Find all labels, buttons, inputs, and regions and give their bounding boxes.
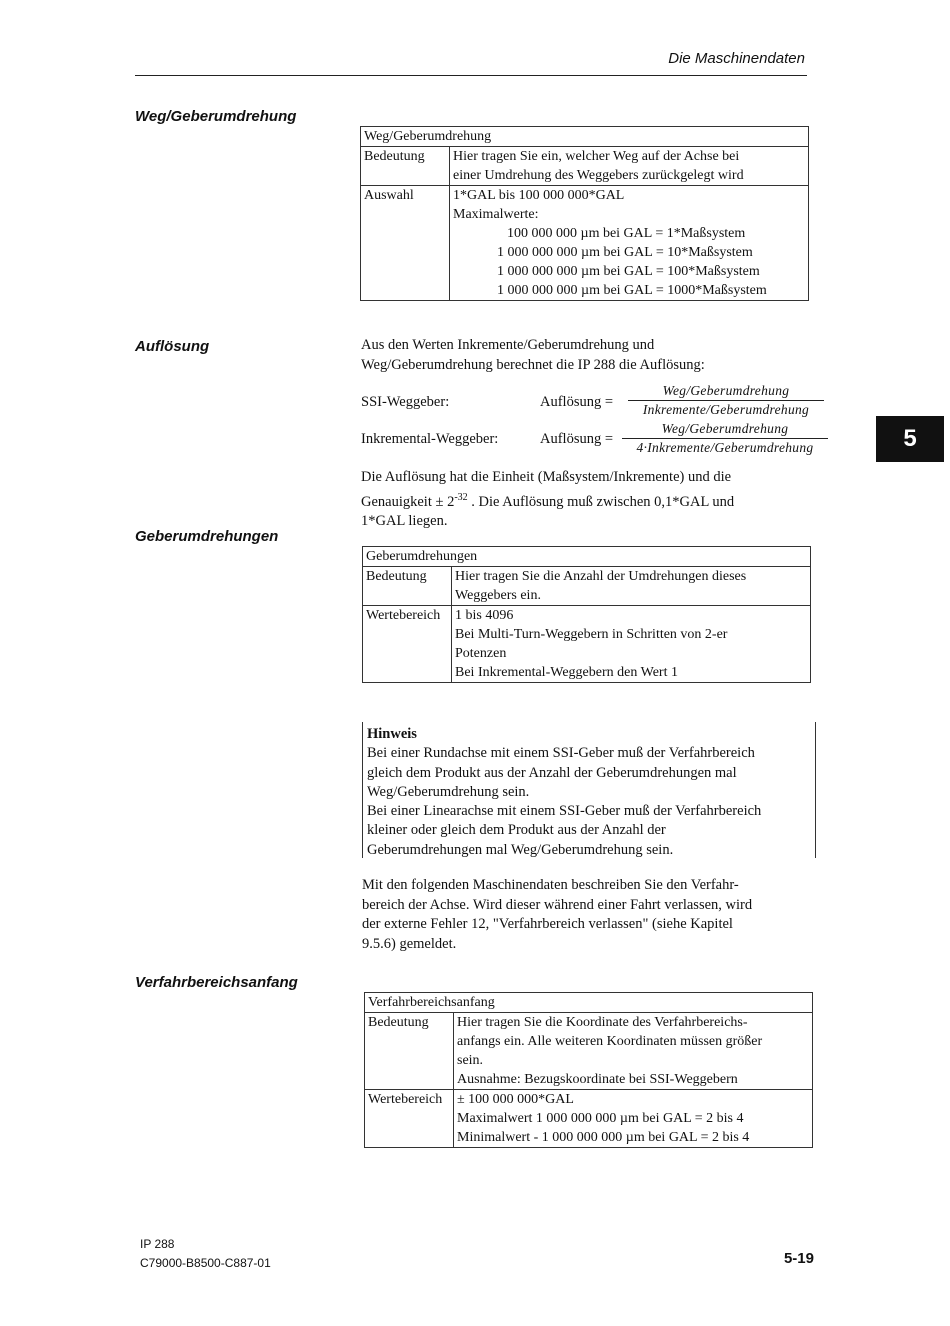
text-line: Mit den folgenden Maschinendaten beschreiben Sie den Verfahr- [362,877,739,893]
formula-label-inkremental: Inkremental-Weggeber: [361,431,499,447]
text-line: 9.5.6) gemeldet. [362,935,457,952]
row-value-wertebereich [452,606,811,683]
note-box [362,722,816,858]
text-line: Maximalwerte: [453,207,539,222]
formula-numerator: Weg/Geberumdrehung [628,383,824,401]
chapter-tab: 5 [876,416,944,462]
table-title: Weg/Geberumdrehung [361,127,809,147]
text-line: 1 000 000 000 µm bei GAL = 1000*Maßsystem [497,283,767,298]
text-line: Bei einer Rundachse mit einem SSI-Geber muß der Verfahrbereich [367,745,755,762]
text-line: 1 000 000 000 µm bei GAL = 100*Maßsystem [497,264,760,279]
side-heading-verfahrbereichsanfang: Verfahrbereichsanfang [135,974,298,991]
formula-fraction-ssi [628,383,824,418]
text-line: Bei Inkremental-Weggebern den Wert 1 [455,665,678,680]
text-line: einer Umdrehung des Weggebers zurückgelegt wird [453,168,744,183]
text-line: sein. [457,1053,484,1068]
text-line: 100 000 000 µm bei GAL = 1*Maßsystem [507,226,746,241]
page-header-title: Die Maschinendaten [668,50,805,67]
table-verfahrbereichsanfang [364,992,813,1148]
row-value-bedeutung [454,1013,813,1090]
text-line: Hier tragen Sie ein, welcher Weg auf der Achse bei [453,149,740,164]
side-heading-aufloesung: Auflösung [135,338,210,355]
table-title: Geberumdrehungen [363,547,811,567]
row-label-auswahl: Auswahl [361,186,450,301]
text-line: Die Auflösung hat die Einheit (Maßsystem/Inkremente) und die [361,469,732,485]
row-label-bedeutung: Bedeutung [361,147,450,186]
text-fragment: Genauigkeit ± 2 [361,493,455,510]
side-heading-weg: Weg/Geberumdrehung [135,108,297,125]
text-line: kleiner oder gleich dem Produkt aus der Anzahl der [367,822,666,839]
formula-fraction-inkremental [622,421,828,456]
text-line: ± 100 000 000*GAL [457,1092,574,1107]
text-line: Hier tragen Sie die Anzahl der Umdrehungen dieses [455,569,747,584]
text-line: Bei einer Linearachse mit einem SSI-Geber muß der Verfahrbereich [367,803,762,820]
row-label-bedeutung: Bedeutung [363,567,452,606]
text-line: gleich dem Produkt aus der Anzahl der Geberumdrehungen mal [367,764,737,781]
text-line [361,488,811,512]
text-line: Ausnahme: Bezugskoordinate bei SSI-Weggebern [457,1072,738,1087]
text-line: Weg/Geberumdrehung sein. [367,783,530,800]
text-line: 1*GAL liegen. [361,512,448,529]
text-line: Potenzen [455,646,507,661]
row-value-wertebereich [454,1090,813,1148]
formula-denominator: Inkremente/Geberumdrehung [642,402,810,417]
text-line: Weg/Geberumdrehung berechnet die IP 288 die Auflösung: [361,356,705,373]
table-geberumdrehungen [362,546,811,683]
formula-aufloesung-label: Auflösung = [540,394,614,410]
row-label-wertebereich: Wertebereich [363,606,452,683]
row-value-auswahl [450,186,809,301]
formula-label-ssi: SSI-Weggeber: [361,394,450,410]
verfahrbereich-intro [362,876,812,954]
text-line: Minimalwert - 1 000 000 000 µm bei GAL = 2 bis 4 [457,1130,750,1145]
text-line: anfangs ein. Alle weiteren Koordinaten müssen größer [457,1034,763,1049]
aufloesung-intro [361,336,811,375]
text-line: 1 000 000 000 µm bei GAL = 10*Maßsystem [497,245,753,260]
text-line: bereich der Achse. Wird dieser während einer Fahrt verlassen, wird [362,896,753,913]
text-line: Hier tragen Sie die Koordinate des Verfahrbereichs- [457,1015,748,1030]
text-line: der externe Fehler 12, "Verfahrbereich verlassen" (siehe Kapitel [362,916,733,932]
text-line: Aus den Werten Inkremente/Geberumdrehung und [361,337,655,353]
page-number: 5-19 [783,1250,814,1267]
row-label-wertebereich: Wertebereich [365,1090,454,1148]
footer-order-number: C79000-B8500-C887-01 [140,1256,271,1270]
row-label-bedeutung: Bedeutung [365,1013,454,1090]
formula-numerator: Weg/Geberumdrehung [622,421,828,439]
aufloesung-details [361,468,811,531]
footer-product: IP 288 [140,1237,175,1251]
row-value-bedeutung [452,567,811,606]
text-line: 1*GAL bis 100 000 000*GAL [453,188,625,203]
text-line: Geberumdrehungen mal Weg/Geberumdrehung sein. [367,841,674,858]
row-value-bedeutung [450,147,809,186]
text-line: Maximalwert 1 000 000 000 µm bei GAL = 2 bis 4 [457,1111,744,1126]
text-line: Bei Multi-Turn-Weggebern in Schritten von 2-er [455,627,728,642]
table-weg-geberumdrehung [360,126,809,301]
text-fragment: . Die Auflösung muß zwischen 0,1*GAL und [467,493,735,510]
note-title: Hinweis [367,726,417,742]
header-rule [135,75,807,76]
text-line: Weggebers ein. [455,588,541,603]
exponent: -32 [454,491,468,503]
table-title: Verfahrbereichsanfang [365,993,813,1013]
formula-denominator: 4·Inkremente/Geberumdrehung [636,440,814,455]
formula-aufloesung-label: Auflösung = [540,431,614,447]
side-heading-geberumdrehungen: Geberumdrehungen [135,528,279,545]
text-line: 1 bis 4096 [455,608,514,623]
